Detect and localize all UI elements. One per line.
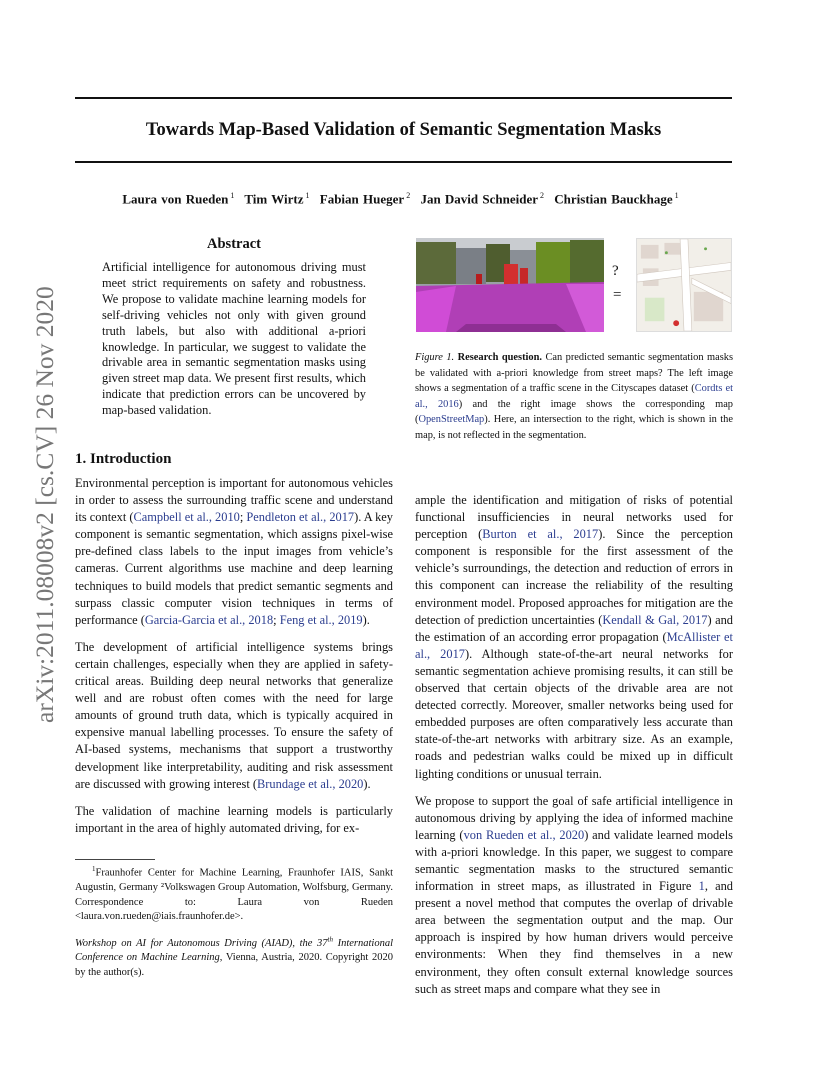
workshop-sup: th xyxy=(327,935,333,943)
paragraph-text: ). Although state-of-the-art neural networks for semantic segmentation achieve promising results, it can still be observed that certain objects of the drivable area are not detected correctly. Moreover, smaller networks being used for embedded purposes are often comparatively less accurate than state-of-the-art networks with arbitrary size. As an example, roads and pedestrian walks could be mixed up in difficult lighting conditions or unusual terrain. xyxy=(415,646,733,781)
street-map-image xyxy=(636,238,732,332)
footnote-text: Fraunhofer Center for Machine Learning, Fraunhofer IAIS, Sankt Augustin, Germany ²Volkswagen Group Automation, Wolfsburg, Germany. Correspondence to: Laura von Rueden <laura.von.rueden@iais.fraunhofer.de>. xyxy=(75,867,394,922)
caption-text: ). Here, an intersection to the right, which is shown in the map, is not reflected in the segmentation. xyxy=(415,414,733,441)
workshop-notice xyxy=(75,932,393,980)
left-column-body xyxy=(75,475,393,847)
footnote-rule xyxy=(75,859,155,860)
citation-link[interactable]: Burton et al., 2017 xyxy=(482,527,599,542)
author-name: Laura von Rueden xyxy=(122,191,229,207)
paragraph-text: ) and the estimation of an according error propagation ( xyxy=(415,612,733,644)
paragraph-text: Environmental perception is important for autonomous vehicles in order to assess the surrounding traffic scene and understand its context ( xyxy=(75,476,393,525)
paragraph-text: ; xyxy=(273,612,280,627)
figure-reference-link[interactable]: 1 xyxy=(698,879,705,894)
paragraph xyxy=(75,475,393,629)
abstract-heading: Abstract xyxy=(207,236,261,252)
citation-link[interactable]: von Rueden et al., 2020 xyxy=(463,827,585,842)
paper-title: Towards Map-Based Validation of Semantic Segmentation Masks xyxy=(145,120,662,140)
affiliation-mark: 1 xyxy=(674,191,679,200)
caption-bold: Research question. xyxy=(457,352,542,363)
paragraph-text: ). xyxy=(363,776,371,791)
citation-link[interactable]: Kendall & Gal, 2017 xyxy=(602,612,708,627)
paragraph-text: , and present a novel method that computes the overlap of drivable area between the segmentation output and the map. Our approach is inspired by how human drivers would perceive environments: When they find themselves in a new environment, they often consult external knowledge sources such as street maps and compare what they see in xyxy=(415,879,733,996)
arxiv-stamp: arXiv:2011.08008v2 [cs.CV] 26 Nov 2020 xyxy=(30,286,59,723)
workshop-text: , Vienna, Austria, 2020. Copyright 2020 by the author(s). xyxy=(75,952,393,978)
abstract-body: Artificial intelligence for autonomous driving must meet strict requirements on safety and robustness. We propose to validate machine learning models for self-driving vehicles not only with given ground truth labels, but also with additional a-priori knowledge. In particular, we suggest to validate the drivable area in semantic segmentation masks using given street map data. We present first results, which indicate that prediction errors can be uncovered by map-based validation. xyxy=(102,260,366,418)
question-mark: ? xyxy=(612,263,619,279)
affiliation-mark: 1 xyxy=(305,191,310,200)
paragraph: The validation of machine learning models is particularly important in the area of highly automated driving, for ex- xyxy=(75,803,393,835)
citation-link[interactable]: Garcia-Garcia et al., 2018 xyxy=(144,612,274,627)
paragraph-text: ). xyxy=(362,612,370,627)
citation-link[interactable]: Brundage et al., 2020 xyxy=(257,776,364,791)
caption-text: ) and the right image shows the corresponding map ( xyxy=(415,398,733,426)
paragraph-text: ). A key component is semantic segmentation, which assigns pixel-wise pre-defined class labels to the input images from vehicle’s cameras. Current algorithms use machine and deep learning techniques to build models that predict semantic segments and surpass classic computer vision techniques in terms of performance ( xyxy=(75,510,393,627)
paragraph-text: The development of artificial intelligence systems brings certain challenges, especially when they are applied in safety-critical areas. Building deep neural networks that generalize well and are robust often comes with the need for large amounts of ground truth data, which is typically acquired in expensive manual labelling processes. To ensure the safety of AI-based systems, mechanisms that support a trustworthy development like interpretability, auditing and risk assessment are discussed with growing interest ( xyxy=(75,639,393,791)
author-name: Fabian Hueger xyxy=(319,191,405,207)
paragraph xyxy=(415,492,733,783)
segmentation-scene-image xyxy=(416,238,604,332)
equals-mark: = xyxy=(613,287,622,303)
right-column-body xyxy=(415,492,733,1008)
author-name: Tim Wirtz xyxy=(244,191,304,207)
paragraph-text: ). Since the perception component is responsible for the first assessment of the vehicle’s surroundings, the detection and reduction of errors in this component can increase the reliability of the resulting environment model. Proposed approaches for mitigation are the detection of prediction uncertainties ( xyxy=(415,527,734,627)
title-bottom-rule xyxy=(75,161,732,163)
caption-text: Can predicted semantic segmentation masks be validated with a-priori knowledge from street maps? The left image shows a segmentation of a traffic scene in the Cityscapes dataset ( xyxy=(415,352,733,395)
figure-caption xyxy=(415,350,733,444)
paragraph-text: ) and validate learned models with a-priori knowledge. In this paper, we suggest to compare semantic segmentation masks to the structured semantic information in street maps, as illustrated in Figure xyxy=(415,827,733,894)
citation-link[interactable]: McAllister et al., 2017 xyxy=(415,629,733,661)
footnote-mark: 1 xyxy=(92,865,96,873)
affiliation-footnote xyxy=(75,862,393,925)
citation-link[interactable]: Campbell et al., 2010 xyxy=(133,510,240,525)
top-rule xyxy=(75,97,732,99)
citation-link[interactable]: OpenStreetMap xyxy=(418,414,485,426)
section-heading-introduction: 1. Introduction xyxy=(75,451,172,467)
affiliation-mark: 2 xyxy=(540,191,545,200)
paragraph xyxy=(75,639,393,793)
affiliation-mark: 2 xyxy=(406,191,411,200)
paragraph-text: ; xyxy=(239,510,247,525)
author-name: Jan David Schneider xyxy=(420,191,539,207)
citation-link[interactable]: Cordts et al., 2016 xyxy=(415,383,733,410)
paragraph xyxy=(415,793,733,998)
workshop-text: International Conference on Machine Learning xyxy=(75,937,393,963)
workshop-text: Workshop on AI for Autonomous Driving (AIAD), the 37 xyxy=(75,937,328,949)
paragraph-text: We propose to support the goal of safe artificial intelligence in autonomous driving by applying the idea of informed machine learning ( xyxy=(415,793,733,842)
caption-label: Figure 1. xyxy=(415,352,455,363)
citation-link[interactable]: Feng et al., 2019 xyxy=(279,612,363,627)
paragraph-text: ample the identification and mitigation of risks of potential functional insufficiencies in neural networks used for perception ( xyxy=(415,493,733,542)
author-name: Christian Bauckhage xyxy=(554,191,673,207)
affiliation-mark: 1 xyxy=(230,191,235,200)
citation-link[interactable]: Pendleton et al., 2017 xyxy=(246,510,355,525)
author-list xyxy=(75,191,732,207)
